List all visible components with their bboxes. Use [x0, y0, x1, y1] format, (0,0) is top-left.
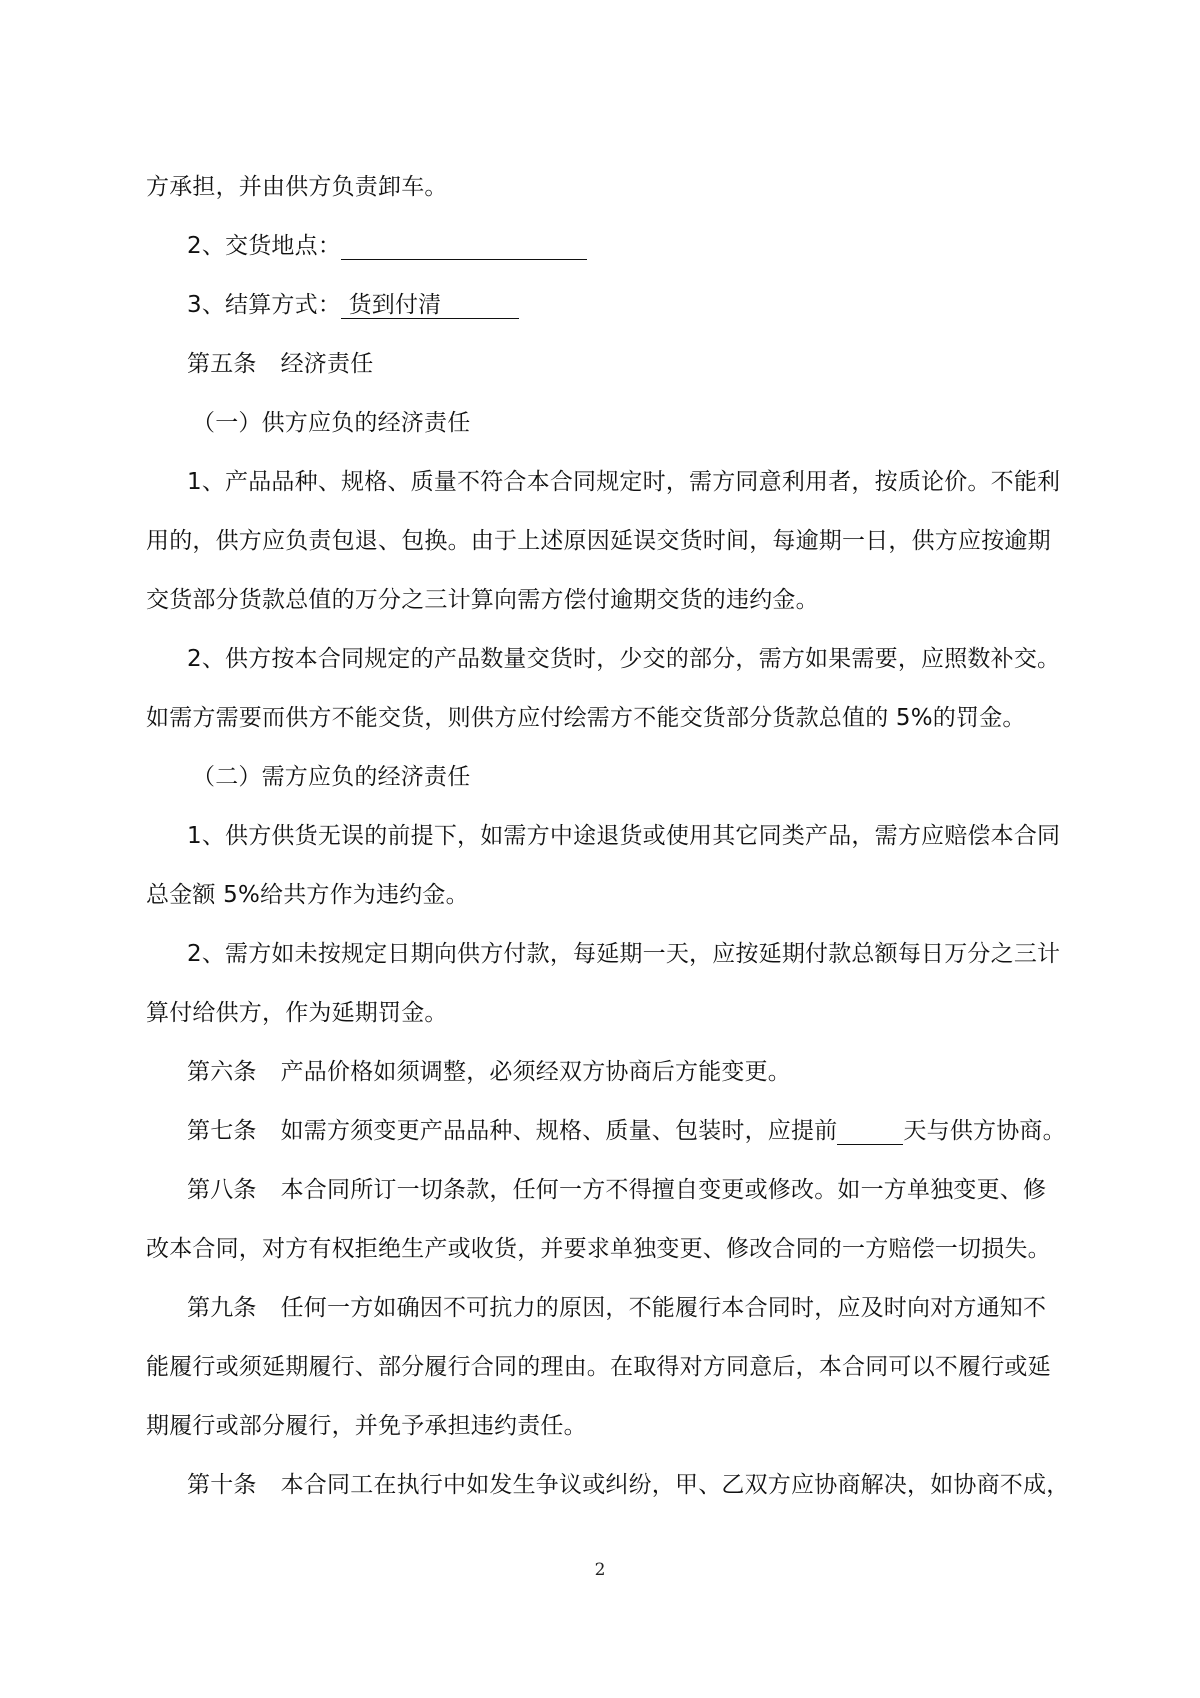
paragraph-line: 改本合同，对方有权拒绝生产或收货，并要求单独变更、修改合同的一方赔偿一切损失。 — [146, 1236, 1051, 1262]
article-number: 第七条 — [187, 1118, 257, 1144]
paragraph-line: 期履行或部分履行，并免予承担违约责任。 — [146, 1413, 587, 1439]
article-text: 如需方须变更产品品种、规格、质量、包装时，应提前 — [280, 1118, 838, 1144]
article-9 — [146, 1279, 1086, 1338]
article-number: 第五条 — [187, 351, 257, 377]
article-8 — [146, 1161, 1086, 1220]
section-heading: （一）供方应负的经济责任 — [192, 410, 471, 436]
article-number: 第十条 — [187, 1472, 257, 1498]
paragraph-line: 2、需方如未按规定日期向供方付款，每延期一天，应按延期付款总额每日万分之三计 — [187, 941, 1061, 967]
delivery-location-blank[interactable] — [341, 233, 587, 260]
paragraph-line: 1、供方供货无误的前提下，如需方中途退货或使用其它同类产品，需方应赔偿本合同 — [187, 823, 1061, 849]
paragraph-line: 交货部分货款总值的万分之三计算向需方偿付逾期交货的违约金。 — [146, 587, 819, 613]
paragraph-line: 能履行或须延期履行、部分履行合同的理由。在取得对方同意后，本合同可以不履行或延 — [146, 1354, 1051, 1380]
paragraph-line: 总金额 5%给共方作为违约金。 — [146, 882, 469, 908]
article-number: 第九条 — [187, 1295, 257, 1321]
article-title: 经济责任 — [280, 351, 374, 377]
article-7 — [146, 1102, 1086, 1161]
paragraph-line: 如需方需要而供方不能交货，则供方应付绘需方不能交货部分货款总值的 5%的罚金。 — [146, 705, 1026, 731]
article-6 — [146, 1043, 1086, 1102]
paragraph-line: 2、供方按本合同规定的产品数量交货时，少交的部分，需方如果需要，应照数补交。 — [187, 646, 1061, 672]
article-number: 第六条 — [187, 1059, 257, 1085]
article-text: 任何一方如确因不可抗力的原因，不能履行本合同时，应及时向对方通知不 — [280, 1295, 1047, 1321]
paragraph-line: 用的，供方应负责包退、包换。由于上述原因延误交货时间，每逾期一日，供方应按逾期 — [146, 528, 1051, 554]
delivery-location-line — [146, 217, 1086, 276]
article-number: 第八条 — [187, 1177, 257, 1203]
settlement-method-label: 3、结算方式： — [187, 292, 342, 318]
article-text: 产品价格如须调整，必须经双方协商后方能变更。 — [280, 1059, 792, 1085]
advance-days-blank[interactable] — [837, 1118, 903, 1145]
settlement-method-line — [146, 276, 1086, 335]
paragraph-line: 1、产品品种、规格、质量不符合本合同规定时，需方同意利用者，按质论价。不能利 — [187, 469, 1061, 495]
article-5-heading — [146, 335, 1086, 394]
contract-body — [146, 158, 1086, 1515]
text-line: 方承担，并由供方负责卸车。 — [146, 174, 448, 200]
article-text: 本合同所订一切条款，任何一方不得擅自变更或修改。如一方单独变更、修 — [280, 1177, 1047, 1203]
paragraph-line: 算付给供方，作为延期罚金。 — [146, 1000, 448, 1026]
section-heading: （二）需方应负的经济责任 — [192, 764, 471, 790]
article-10 — [146, 1456, 1086, 1515]
article-text: 天与供方协商。 — [903, 1118, 1066, 1144]
page-number: 2 — [594, 1560, 606, 1580]
settlement-method-value[interactable]: 货到付清 — [341, 292, 519, 319]
article-text: 本合同工在执行中如发生争议或纠纷，甲、乙双方应协商解决，如协商不成， — [280, 1472, 1070, 1498]
delivery-location-label: 2、交货地点： — [187, 233, 342, 259]
